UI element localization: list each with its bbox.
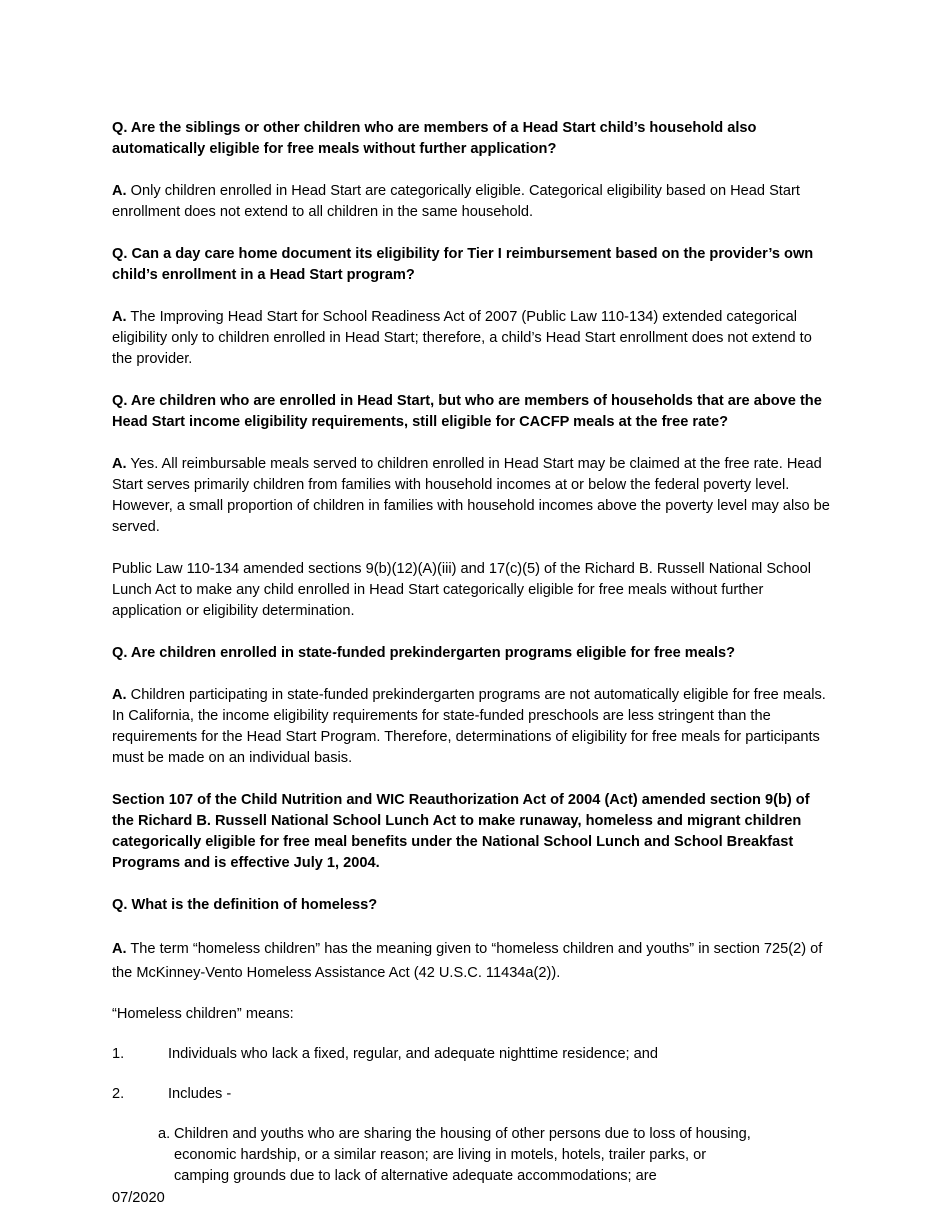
- footer-date: 07/2020: [112, 1190, 165, 1206]
- answer-label: A.: [112, 687, 127, 703]
- answer-3-extra: Public Law 110-134 amended sections 9(b)(12)(A)(iii) and 17(c)(5) of the Richard B. Russell National School Lunch Act to make any child enrolled in Head Start categorically eligible for free meals without further application or eligibility determination.: [112, 561, 811, 619]
- question-homeless: Q. What is the definition of homeless?: [112, 897, 378, 913]
- answer-3: [112, 454, 834, 538]
- answer-2: [112, 307, 834, 370]
- answer-label: A.: [112, 183, 127, 199]
- question-2: Q. Can a day care home document its eligibility for Tier I reimbursement based on the provider’s own child’s enrollment in a Head Start program?: [112, 246, 814, 283]
- answer-text: The term “homeless children” has the meaning given to “homeless children and youths” in section 725(2) of the McKinney-Vento Homeless Assistance Act (42 U.S.C. 11434a(2)).: [112, 941, 823, 981]
- section-note: Section 107 of the Child Nutrition and WIC Reauthorization Act of 2004 (Act) amended section 9(b) of the Richard B. Russell National School Lunch Act to make runaway, homeless and migrant children categorically eligible for free meal benefits under the National School Lunch and School Breakfast Programs and is effective July 1, 2004.: [112, 792, 810, 871]
- document-body: [112, 118, 834, 1187]
- numbered-item: [112, 1044, 834, 1065]
- answer-label: A.: [112, 941, 127, 957]
- question-4: Q. Are children enrolled in state-funded prekindergarten programs eligible for free meals?: [112, 645, 736, 661]
- sub-list-item: [158, 1124, 834, 1187]
- answer-text: Yes. All reimbursable meals served to children enrolled in Head Start may be claimed at the free rate. Head Start serves primarily children from families with household incomes at or below the federal poverty level. However, a small proportion of children in families with household incomes above the poverty level may also be served.: [112, 456, 830, 535]
- question-3: Q. Are children who are enrolled in Head Start, but who are members of households that are above the Head Start income eligibility requirements, still eligible for CACFP meals at the free rate?: [112, 393, 822, 430]
- sub-item-text: Children and youths who are sharing the housing of other persons due to loss of housing, economic hardship, or a similar reason; are living in motels, hotels, trailer parks, or camping grounds due to lack of alternative adequate accommodations; are: [174, 1126, 751, 1184]
- answer-1: [112, 181, 834, 223]
- answer-text: The Improving Head Start for School Readiness Act of 2007 (Public Law 110-134) extended categorical eligibility only to children enrolled in Head Start; therefore, a child’s Head Start enrollment does not extend to the provider.: [112, 309, 812, 367]
- item-number: 1.: [112, 1046, 125, 1062]
- question-1: Q. Are the siblings or other children who are members of a Head Start child’s household also automatically eligible for free meals without further application?: [112, 120, 757, 157]
- answer-4: [112, 685, 834, 769]
- sub-item-letter: a.: [158, 1126, 171, 1142]
- item-number: 2.: [112, 1086, 125, 1102]
- item-text: Individuals who lack a fixed, regular, and adequate nighttime residence; and: [168, 1046, 659, 1062]
- numbered-item: [112, 1084, 834, 1105]
- answer-label: A.: [112, 456, 127, 472]
- answer-homeless: [112, 937, 834, 985]
- item-text: Includes -: [168, 1086, 232, 1102]
- homeless-means-label: “Homeless children” means:: [112, 1006, 294, 1022]
- answer-label: A.: [112, 309, 127, 325]
- sub-list: [112, 1124, 834, 1187]
- answer-text: Only children enrolled in Head Start are categorically eligible. Categorical eligibility based on Head Start enrollment does not extend to all children in the same household.: [112, 183, 800, 220]
- answer-text: Children participating in state-funded prekindergarten programs are not automatically eligible for free meals. In California, the income eligibility requirements for state-funded preschools are less stringent than the requirements for the Head Start Program. Therefore, determinations of eligibility for free meals for participants must be made on an individual basis.: [112, 687, 826, 766]
